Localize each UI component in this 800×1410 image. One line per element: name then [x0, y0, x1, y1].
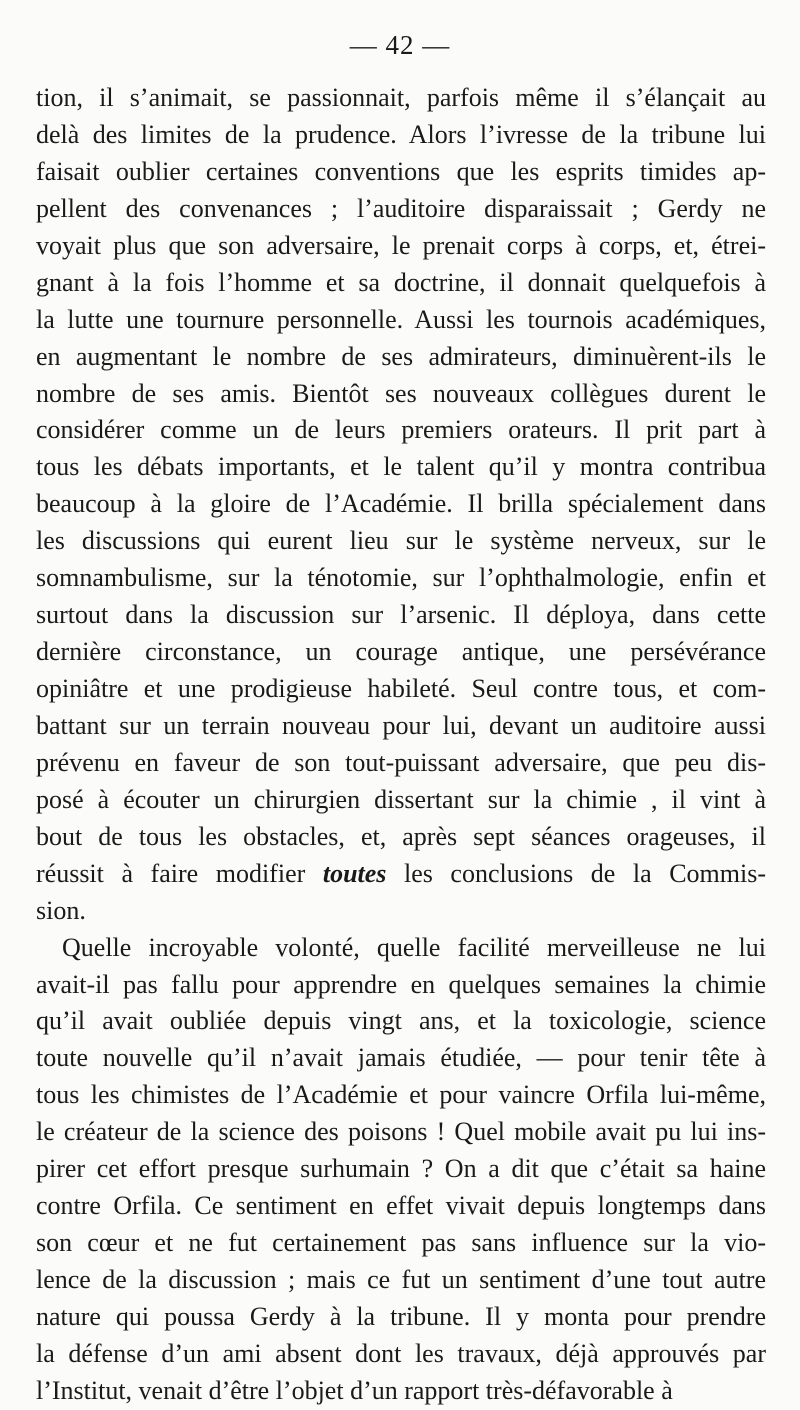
text-line: Quelle incroyable volonté, quelle facilité merveilleuse ne lui	[62, 932, 766, 962]
text-line: dernière circonstance, un courage antique, une persévérance	[36, 637, 766, 667]
text-line: le créateur de la science des poisons ! Quel mobile avait pu lui ins-	[36, 1117, 766, 1147]
text-line: somnambulisme, sur la ténotomie, sur l’ophthalmologie, enfin et	[36, 563, 766, 593]
text-line: prévenu en faveur de son tout-puissant adversaire, que peu dis-	[36, 747, 766, 777]
text-line: beaucoup à la gloire de l’Académie. Il brilla spécialement dans	[36, 489, 766, 519]
text-line: posé à écouter un chirurgien dissertant sur la chimie , il vint à	[36, 784, 766, 814]
text-line: nature qui poussa Gerdy à la tribune. Il y monta pour prendre	[36, 1301, 766, 1331]
paragraph	[36, 80, 766, 930]
body-text	[36, 80, 766, 1410]
text-line: pellent des convenances ; l’auditoire disparaissait ; Gerdy ne	[36, 193, 766, 223]
text-line: gnant à la fois l’homme et sa doctrine, il donnait quelquefois à	[36, 267, 766, 297]
text-line: pirer cet effort presque surhumain ? On a dit que c’était sa haine	[36, 1154, 766, 1184]
text-line: voyait plus que son adversaire, le prenait corps à corps, et, étrei-	[36, 230, 766, 260]
text-line: les discussions qui eurent lieu sur le système nerveux, sur le	[36, 526, 766, 556]
text-line: opiniâtre et une prodigieuse habileté. Seul contre tous, et com-	[36, 674, 766, 703]
text-line: faisait oublier certaines conventions que les esprits timides ap-	[36, 156, 766, 186]
emphasis: toutes	[322, 858, 387, 888]
text-line: son cœur et ne fut certainement pas sans influence sur la vio-	[36, 1228, 766, 1258]
text-line: battant sur un terrain nouveau pour lui, devant un auditoire aussi	[36, 710, 766, 740]
text-line: tous les débats importants, et le talent qu’il y montra contribua	[36, 452, 766, 482]
text-line: considérer comme un de leurs premiers orateurs. Il prit part à	[36, 415, 766, 445]
text-line: la défense d’un ami absent dont les travaux, déjà approuvés par	[36, 1338, 766, 1368]
text-line: avait-il pas fallu pour apprendre en quelques semaines la chimie	[36, 969, 766, 999]
text-line: tion, il s’animait, se passionnait, parfois même il s’élançait au	[36, 83, 766, 112]
text-line: tous les chimistes de l’Académie et pour vaincre Orfila lui-même,	[36, 1080, 766, 1110]
page-number-header: — 42 —	[349, 30, 451, 60]
text-line: delà des limites de la prudence. Alors l’ivresse de la tribune lui	[36, 119, 766, 149]
text-line: qu’il avait oubliée depuis vingt ans, et la toxicologie, science	[36, 1006, 766, 1036]
text-line: en augmentant le nombre de ses admirateurs, diminuèrent-ils le	[36, 341, 766, 371]
text-line: sion.	[36, 895, 86, 925]
paragraph	[36, 930, 766, 1410]
text-line: bout de tous les obstacles, et, après sept séances orageuses, il	[36, 821, 766, 851]
text-line: nombre de ses amis. Bientôt ses nouveaux collègues durent le	[36, 378, 766, 408]
text-line: contre Orfila. Ce sentiment en effet vivait depuis longtemps dans	[36, 1191, 766, 1221]
text-line: la lutte une tournure personnelle. Aussi les tournois académiques,	[36, 304, 766, 334]
text-line: surtout dans la discussion sur l’arsenic. Il déploya, dans cette	[36, 600, 766, 630]
text-line: l’Institut, venait d’être l’objet d’un rapport très-défavorable à	[36, 1375, 673, 1405]
text-line: toute nouvelle qu’il n’avait jamais étudiée, — pour tenir tête à	[36, 1043, 766, 1073]
text-line: lence de la discussion ; mais ce fut un sentiment d’une tout autre	[36, 1265, 766, 1294]
text-line: réussit à faire modifier toutes les conclusions de la Commis-	[36, 858, 766, 888]
